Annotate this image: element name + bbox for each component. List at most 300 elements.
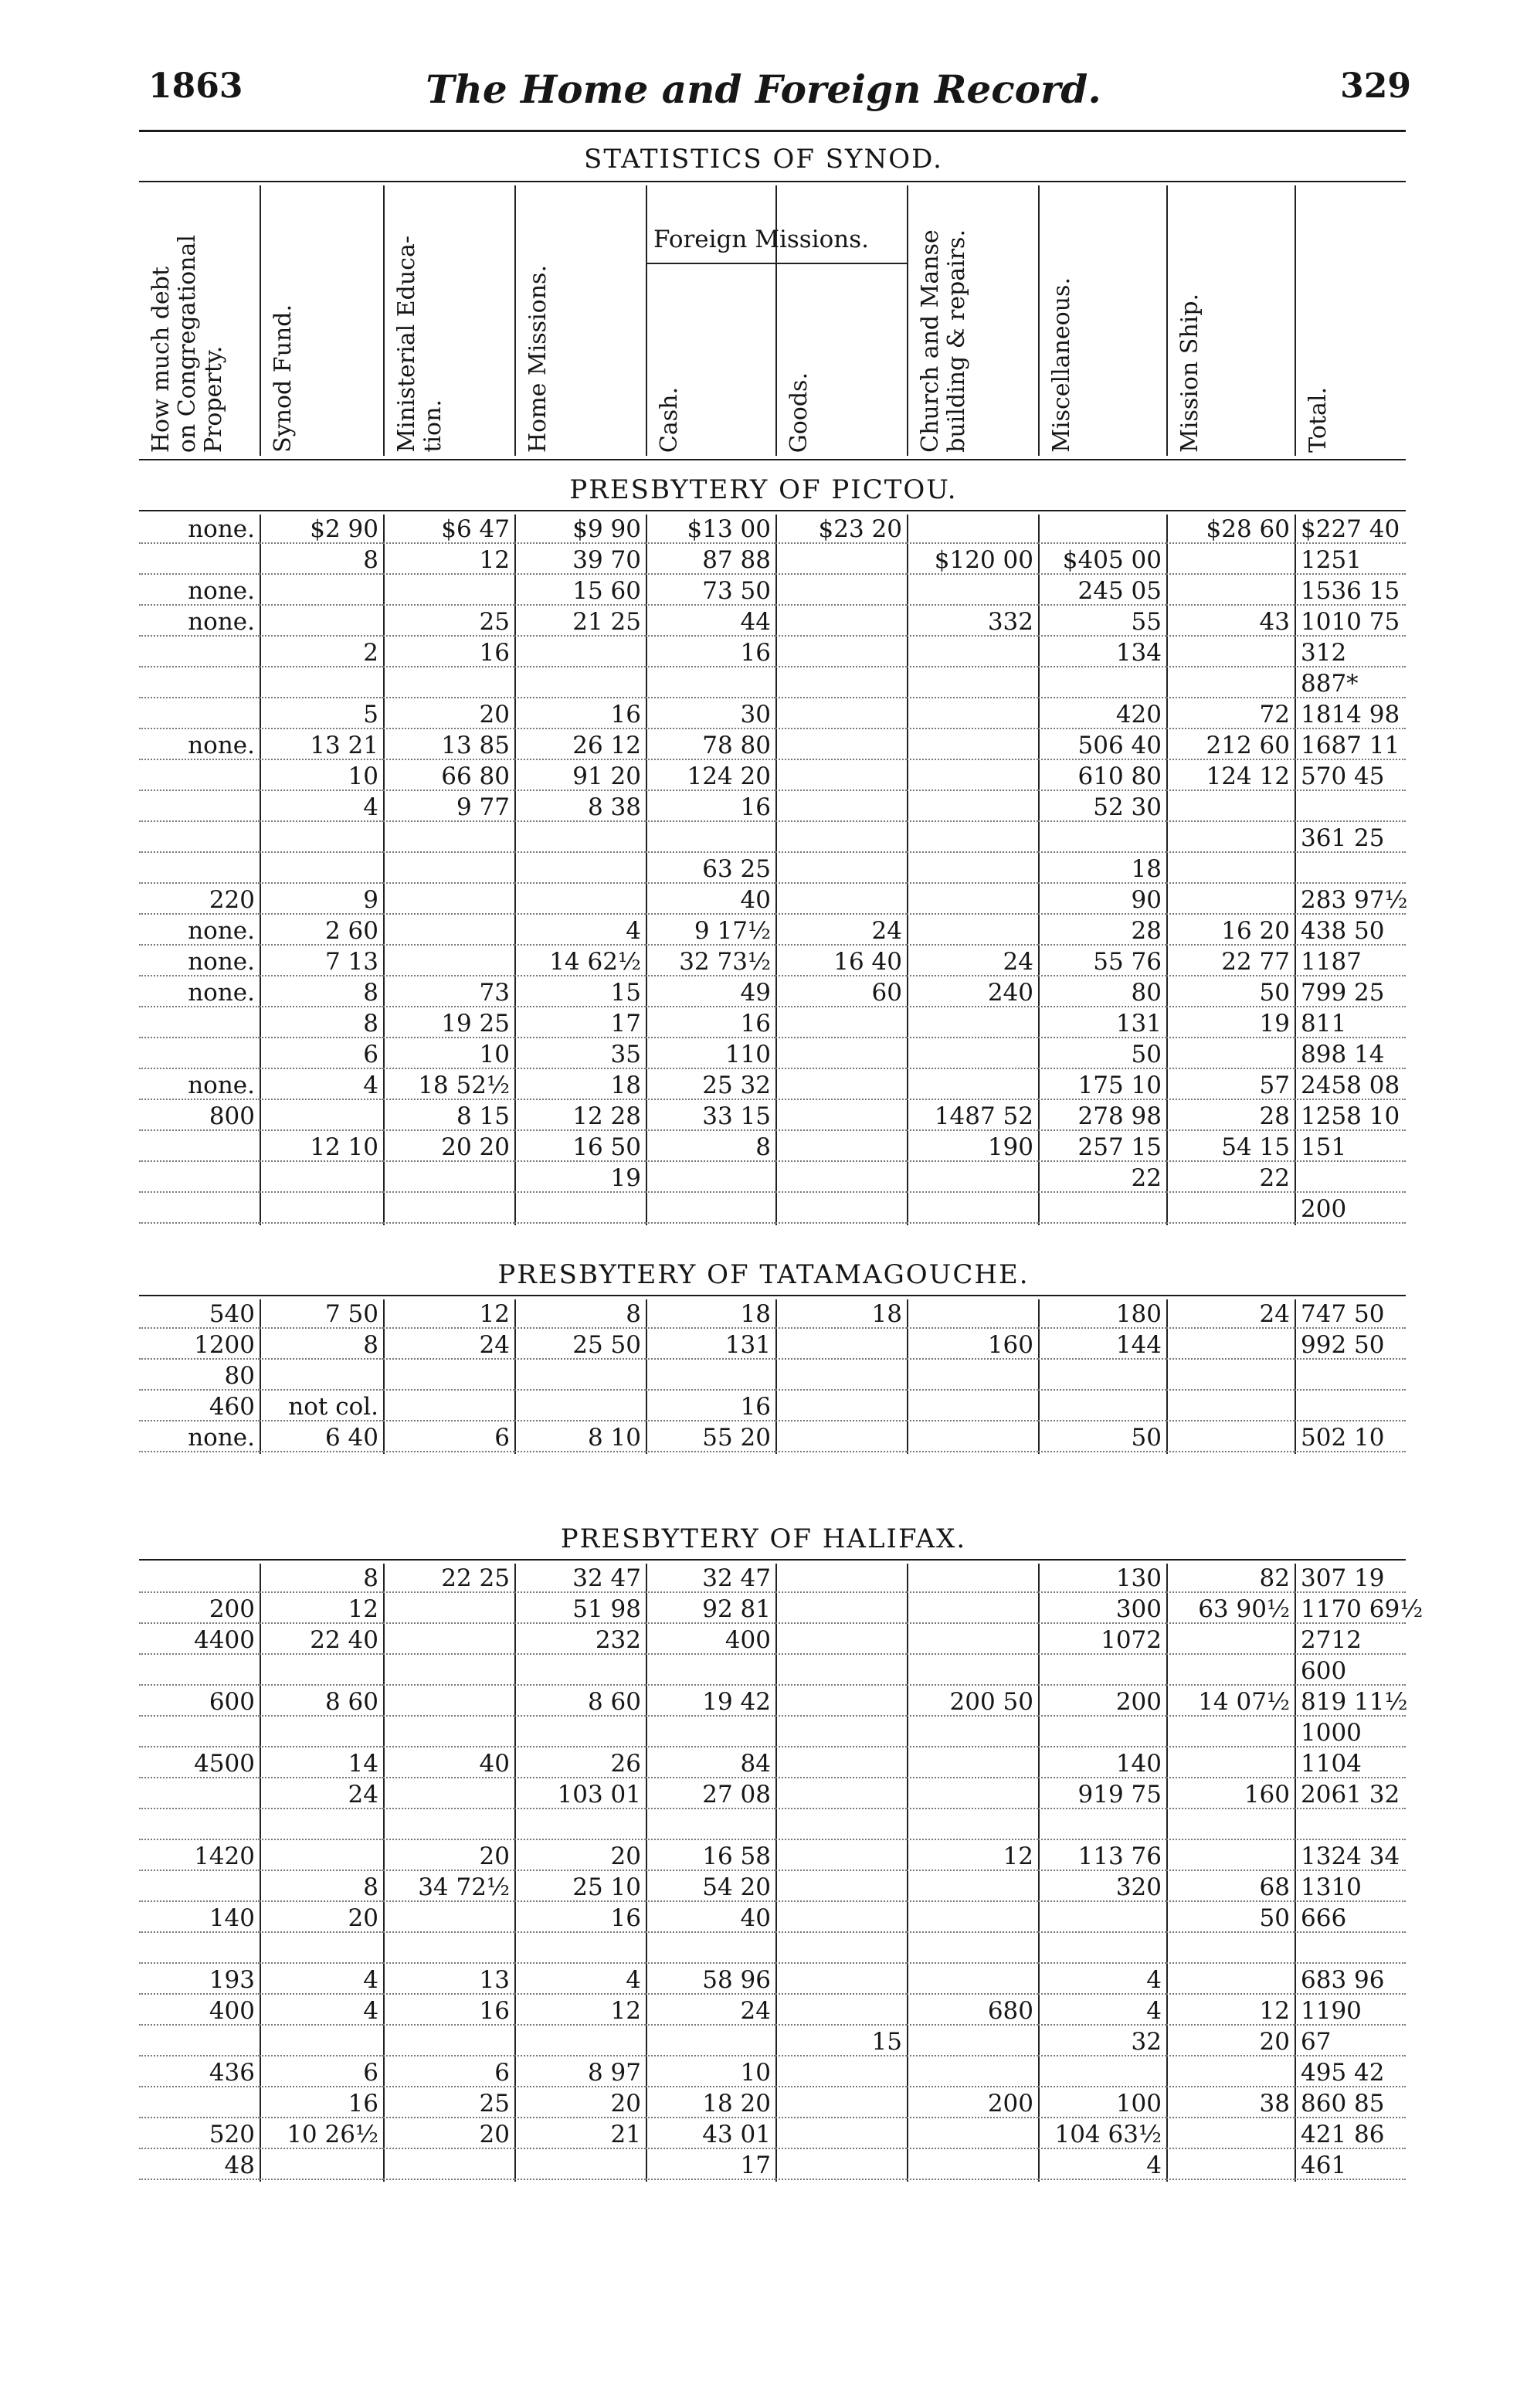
cell-debt: 436 bbox=[139, 2058, 260, 2087]
cell-synod-fund: 8 60 bbox=[260, 1687, 383, 1717]
cell-foreign-goods bbox=[775, 1934, 907, 1964]
presbytery-table bbox=[139, 515, 1406, 1231]
cell-miscellaneous: 506 40 bbox=[1038, 731, 1166, 760]
cell-ministerial-education bbox=[383, 824, 514, 853]
cell-miscellaneous: 22 bbox=[1038, 1163, 1166, 1193]
cell-church-manse bbox=[907, 885, 1038, 915]
cell-miscellaneous: 55 76 bbox=[1038, 947, 1166, 976]
cell-foreign-cash: 10 bbox=[646, 2058, 775, 2087]
cell-miscellaneous bbox=[1038, 515, 1166, 544]
cell-foreign-cash: 33 15 bbox=[646, 1102, 775, 1131]
cell-mission-ship: 22 77 bbox=[1166, 947, 1295, 976]
cell-foreign-cash bbox=[646, 2027, 775, 2056]
table-row bbox=[139, 1009, 1406, 1040]
cell-debt: 4500 bbox=[139, 1749, 260, 1778]
cell-total: 2061 32 bbox=[1295, 1780, 1406, 1809]
cell-home-missions: 32 47 bbox=[514, 1564, 646, 1593]
presbytery-title: PRESBYTERY OF TATAMAGOUCHE. bbox=[497, 1259, 1030, 1290]
cell-mission-ship: 124 12 bbox=[1166, 762, 1295, 791]
cell-home-missions: 25 10 bbox=[514, 1873, 646, 1902]
cell-foreign-cash: 87 88 bbox=[646, 545, 775, 575]
cell-total: 2458 08 bbox=[1295, 1071, 1406, 1100]
column-header-label: Miscellaneous. bbox=[1048, 277, 1075, 453]
cell-home-missions: 26 bbox=[514, 1749, 646, 1778]
cell-ministerial-education bbox=[383, 1361, 514, 1391]
cell-foreign-cash bbox=[646, 1811, 775, 1840]
cell-mission-ship: $28 60 bbox=[1166, 515, 1295, 544]
cell-foreign-cash: 16 bbox=[646, 1392, 775, 1421]
cell-mission-ship: 38 bbox=[1166, 2089, 1295, 2118]
cell-church-manse: 190 bbox=[907, 1133, 1038, 1162]
cell-total: 307 19 bbox=[1295, 1564, 1406, 1593]
foreign-missions-rule bbox=[646, 263, 907, 264]
cell-miscellaneous bbox=[1038, 1934, 1166, 1964]
table-row bbox=[139, 762, 1406, 793]
cell-foreign-cash bbox=[646, 1163, 775, 1193]
cell-miscellaneous: 18 bbox=[1038, 854, 1166, 884]
cell-synod-fund: 6 bbox=[260, 1040, 383, 1069]
cell-total: 1187 bbox=[1295, 947, 1406, 976]
cell-synod-fund bbox=[260, 854, 383, 884]
table-row bbox=[139, 638, 1406, 669]
table-row bbox=[139, 1625, 1406, 1656]
table-row bbox=[139, 1780, 1406, 1811]
table-row bbox=[139, 1392, 1406, 1423]
table-row bbox=[139, 1194, 1406, 1225]
cell-synod-fund: 8 bbox=[260, 1009, 383, 1038]
cell-debt: none. bbox=[139, 916, 260, 946]
cell-foreign-goods bbox=[775, 1749, 907, 1778]
column-header-label: Synod Fund. bbox=[270, 304, 297, 453]
section-rule bbox=[139, 510, 1406, 511]
cell-ministerial-education bbox=[383, 1163, 514, 1193]
cell-miscellaneous: 320 bbox=[1038, 1873, 1166, 1902]
cell-miscellaneous: 90 bbox=[1038, 885, 1166, 915]
cell-total: 1000 bbox=[1295, 1718, 1406, 1747]
cell-total: 1010 75 bbox=[1295, 607, 1406, 637]
cell-debt bbox=[139, 1564, 260, 1593]
header-rule bbox=[139, 130, 1406, 132]
cell-ministerial-education: 12 bbox=[383, 545, 514, 575]
cell-foreign-cash: 92 81 bbox=[646, 1595, 775, 1624]
statistics-caption: STATISTICS OF SYNOD. bbox=[584, 144, 943, 175]
foreign-missions-label: Foreign Missions. bbox=[653, 226, 869, 253]
table-row bbox=[139, 1133, 1406, 1163]
cell-debt: none. bbox=[139, 1423, 260, 1452]
cell-foreign-goods bbox=[775, 854, 907, 884]
table-row bbox=[139, 1423, 1406, 1454]
table-row bbox=[139, 1163, 1406, 1194]
cell-mission-ship bbox=[1166, 1749, 1295, 1778]
cell-total: 1104 bbox=[1295, 1749, 1406, 1778]
column-header-label: How much debt on Congregational Property. bbox=[148, 234, 227, 453]
cell-home-missions: 91 20 bbox=[514, 762, 646, 791]
table-row bbox=[139, 2027, 1406, 2058]
cell-synod-fund bbox=[260, 1811, 383, 1840]
cell-foreign-cash bbox=[646, 1718, 775, 1747]
cell-miscellaneous: 131 bbox=[1038, 1009, 1166, 1038]
cell-church-manse bbox=[907, 1392, 1038, 1421]
cell-debt bbox=[139, 2089, 260, 2118]
table-row bbox=[139, 1873, 1406, 1904]
cell-foreign-goods bbox=[775, 1423, 907, 1452]
cell-foreign-cash: 19 42 bbox=[646, 1687, 775, 1717]
cell-total bbox=[1295, 1361, 1406, 1391]
cell-church-manse bbox=[907, 1934, 1038, 1964]
cell-home-missions bbox=[514, 1194, 646, 1224]
cell-synod-fund bbox=[260, 1361, 383, 1391]
cell-home-missions: 20 bbox=[514, 1842, 646, 1871]
cell-mission-ship: 19 bbox=[1166, 1009, 1295, 1038]
cell-total: 1536 15 bbox=[1295, 576, 1406, 606]
column-header-ministerial-education bbox=[383, 185, 516, 456]
cell-total: 361 25 bbox=[1295, 824, 1406, 853]
column-header-label: Cash. bbox=[656, 386, 683, 453]
cell-ministerial-education bbox=[383, 947, 514, 976]
cell-foreign-goods bbox=[775, 1904, 907, 1933]
cell-church-manse bbox=[907, 2120, 1038, 2149]
cell-mission-ship: 22 bbox=[1166, 1163, 1295, 1193]
cell-miscellaneous: 50 bbox=[1038, 1040, 1166, 1069]
cell-total: 811 bbox=[1295, 1009, 1406, 1038]
cell-miscellaneous: 28 bbox=[1038, 916, 1166, 946]
caption-rule bbox=[139, 181, 1406, 182]
cell-home-missions bbox=[514, 1361, 646, 1391]
cell-foreign-goods bbox=[775, 1133, 907, 1162]
column-header-label: Church and Manse building & repairs. bbox=[917, 229, 970, 453]
cell-mission-ship: 43 bbox=[1166, 607, 1295, 637]
cell-home-missions: 12 28 bbox=[514, 1102, 646, 1131]
table-row bbox=[139, 916, 1406, 947]
cell-church-manse: 12 bbox=[907, 1842, 1038, 1871]
cell-mission-ship bbox=[1166, 1625, 1295, 1655]
cell-mission-ship bbox=[1166, 1423, 1295, 1452]
cell-home-missions bbox=[514, 1934, 646, 1964]
cell-total: 600 bbox=[1295, 1656, 1406, 1686]
table-row bbox=[139, 1996, 1406, 2027]
table-row bbox=[139, 824, 1406, 854]
cell-synod-fund bbox=[260, 2151, 383, 2180]
cell-foreign-goods bbox=[775, 1194, 907, 1224]
cell-ministerial-education bbox=[383, 1392, 514, 1421]
cell-total: 1310 bbox=[1295, 1873, 1406, 1902]
cell-foreign-goods bbox=[775, 793, 907, 822]
cell-ministerial-education: 6 bbox=[383, 2058, 514, 2087]
column-header-label: Ministerial Educa- tion. bbox=[393, 236, 446, 453]
cell-synod-fund: 12 bbox=[260, 1595, 383, 1624]
cell-mission-ship bbox=[1166, 1934, 1295, 1964]
column-header-label: Total. bbox=[1305, 387, 1332, 453]
cell-home-missions bbox=[514, 2151, 646, 2180]
cell-total: 200 bbox=[1295, 1194, 1406, 1224]
cell-miscellaneous: 144 bbox=[1038, 1330, 1166, 1360]
cell-home-missions: 103 01 bbox=[514, 1780, 646, 1809]
cell-debt bbox=[139, 545, 260, 575]
cell-foreign-goods bbox=[775, 1361, 907, 1391]
cell-miscellaneous bbox=[1038, 1718, 1166, 1747]
cell-ministerial-education bbox=[383, 1811, 514, 1840]
cell-synod-fund bbox=[260, 1163, 383, 1193]
cell-foreign-cash: 18 bbox=[646, 1299, 775, 1329]
cell-foreign-cash: 40 bbox=[646, 885, 775, 915]
table-row bbox=[139, 2089, 1406, 2120]
cell-home-missions bbox=[514, 1718, 646, 1747]
cell-home-missions: 14 62½ bbox=[514, 947, 646, 976]
table-row bbox=[139, 1361, 1406, 1392]
cell-miscellaneous: 1072 bbox=[1038, 1625, 1166, 1655]
cell-ministerial-education: 66 80 bbox=[383, 762, 514, 791]
cell-miscellaneous bbox=[1038, 1392, 1166, 1421]
cell-mission-ship: 72 bbox=[1166, 700, 1295, 729]
cell-mission-ship: 24 bbox=[1166, 1299, 1295, 1329]
cell-church-manse bbox=[907, 1811, 1038, 1840]
cell-miscellaneous: 245 05 bbox=[1038, 576, 1166, 606]
cell-synod-fund: 4 bbox=[260, 1965, 383, 1995]
cell-church-manse bbox=[907, 916, 1038, 946]
cell-synod-fund: 2 bbox=[260, 638, 383, 667]
cell-miscellaneous: 4 bbox=[1038, 2151, 1166, 2180]
cell-church-manse: 1487 52 bbox=[907, 1102, 1038, 1131]
cell-mission-ship bbox=[1166, 1194, 1295, 1224]
cell-ministerial-education bbox=[383, 1625, 514, 1655]
cell-total: 570 45 bbox=[1295, 762, 1406, 791]
cell-ministerial-education: 18 52½ bbox=[383, 1071, 514, 1100]
cell-mission-ship: 82 bbox=[1166, 1564, 1295, 1593]
cell-total: 438 50 bbox=[1295, 916, 1406, 946]
cell-home-missions bbox=[514, 638, 646, 667]
cell-foreign-cash bbox=[646, 669, 775, 698]
cell-synod-fund: 8 bbox=[260, 978, 383, 1007]
cell-debt bbox=[139, 1718, 260, 1747]
cell-mission-ship bbox=[1166, 545, 1295, 575]
cell-foreign-cash: 110 bbox=[646, 1040, 775, 1069]
cell-miscellaneous: 420 bbox=[1038, 700, 1166, 729]
column-header-label: Mission Ship. bbox=[1176, 294, 1203, 453]
cell-mission-ship bbox=[1166, 1842, 1295, 1871]
cell-total: 283 97½ bbox=[1295, 885, 1406, 915]
table-row bbox=[139, 545, 1406, 576]
cell-home-missions: 26 12 bbox=[514, 731, 646, 760]
cell-mission-ship bbox=[1166, 1392, 1295, 1421]
cell-ministerial-education: 24 bbox=[383, 1330, 514, 1360]
cell-ministerial-education: 16 bbox=[383, 638, 514, 667]
cell-church-manse bbox=[907, 515, 1038, 544]
cell-home-missions bbox=[514, 824, 646, 853]
cell-synod-fund bbox=[260, 1656, 383, 1686]
cell-ministerial-education: 10 bbox=[383, 1040, 514, 1069]
cell-church-manse bbox=[907, 854, 1038, 884]
cell-mission-ship bbox=[1166, 2120, 1295, 2149]
cell-debt: 48 bbox=[139, 2151, 260, 2180]
cell-church-manse bbox=[907, 824, 1038, 853]
cell-debt: none. bbox=[139, 1071, 260, 1100]
journal-title: The Home and Foreign Record. bbox=[426, 66, 1101, 112]
cell-home-missions bbox=[514, 1656, 646, 1686]
cell-foreign-goods bbox=[775, 885, 907, 915]
cell-mission-ship: 20 bbox=[1166, 2027, 1295, 2056]
cell-debt: 520 bbox=[139, 2120, 260, 2149]
cell-home-missions: $9 90 bbox=[514, 515, 646, 544]
cell-total bbox=[1295, 1811, 1406, 1840]
cell-foreign-cash bbox=[646, 1194, 775, 1224]
cell-debt bbox=[139, 1811, 260, 1840]
cell-synod-fund: 10 26½ bbox=[260, 2120, 383, 2149]
cell-synod-fund: 6 40 bbox=[260, 1423, 383, 1452]
cell-synod-fund: 14 bbox=[260, 1749, 383, 1778]
cell-church-manse bbox=[907, 1071, 1038, 1100]
cell-total: 799 25 bbox=[1295, 978, 1406, 1007]
cell-debt bbox=[139, 700, 260, 729]
cell-church-manse: 160 bbox=[907, 1330, 1038, 1360]
cell-miscellaneous: 80 bbox=[1038, 978, 1166, 1007]
cell-foreign-cash: 40 bbox=[646, 1904, 775, 1933]
cell-foreign-goods bbox=[775, 1718, 907, 1747]
cell-home-missions: 8 10 bbox=[514, 1423, 646, 1452]
cell-synod-fund bbox=[260, 1194, 383, 1224]
column-header-debt bbox=[139, 185, 260, 456]
cell-mission-ship bbox=[1166, 2151, 1295, 2180]
cell-ministerial-education: 12 bbox=[383, 1299, 514, 1329]
cell-total: 683 96 bbox=[1295, 1965, 1406, 1995]
cell-ministerial-education bbox=[383, 2151, 514, 2180]
cell-foreign-cash: 16 58 bbox=[646, 1842, 775, 1871]
cell-home-missions: 21 bbox=[514, 2120, 646, 2149]
cell-miscellaneous: 100 bbox=[1038, 2089, 1166, 2118]
cell-home-missions: 20 bbox=[514, 2089, 646, 2118]
cell-total: 747 50 bbox=[1295, 1299, 1406, 1329]
cell-mission-ship bbox=[1166, 1965, 1295, 1995]
cell-ministerial-education bbox=[383, 1194, 514, 1224]
cell-synod-fund bbox=[260, 607, 383, 637]
cell-church-manse bbox=[907, 1194, 1038, 1224]
cell-foreign-goods bbox=[775, 700, 907, 729]
cell-miscellaneous: 50 bbox=[1038, 1423, 1166, 1452]
cell-debt bbox=[139, 762, 260, 791]
column-header-church-manse bbox=[907, 185, 1040, 456]
cell-foreign-cash: 63 25 bbox=[646, 854, 775, 884]
cell-total: 1324 34 bbox=[1295, 1842, 1406, 1871]
cell-miscellaneous bbox=[1038, 1656, 1166, 1686]
cell-total: 898 14 bbox=[1295, 1040, 1406, 1069]
cell-mission-ship bbox=[1166, 885, 1295, 915]
cell-mission-ship bbox=[1166, 793, 1295, 822]
cell-mission-ship bbox=[1166, 1811, 1295, 1840]
cell-foreign-cash: 27 08 bbox=[646, 1780, 775, 1809]
cell-debt bbox=[139, 1934, 260, 1964]
cell-foreign-goods bbox=[775, 824, 907, 853]
table-row bbox=[139, 1934, 1406, 1965]
cell-debt: 540 bbox=[139, 1299, 260, 1329]
cell-foreign-goods bbox=[775, 2058, 907, 2087]
cell-debt: 4400 bbox=[139, 1625, 260, 1655]
cell-foreign-goods: 60 bbox=[775, 978, 907, 1007]
cell-debt bbox=[139, 1163, 260, 1193]
cell-debt: none. bbox=[139, 515, 260, 544]
cell-total: 819 11½ bbox=[1295, 1687, 1406, 1717]
cell-ministerial-education: 20 bbox=[383, 700, 514, 729]
cell-home-missions: 17 bbox=[514, 1009, 646, 1038]
cell-ministerial-education: 9 77 bbox=[383, 793, 514, 822]
cell-foreign-goods bbox=[775, 1163, 907, 1193]
table-row bbox=[139, 1102, 1406, 1133]
cell-foreign-cash: 131 bbox=[646, 1330, 775, 1360]
cell-foreign-goods: 18 bbox=[775, 1299, 907, 1329]
page-number: 329 bbox=[1340, 66, 1411, 106]
table-row bbox=[139, 1965, 1406, 1996]
cell-home-missions: 232 bbox=[514, 1625, 646, 1655]
cell-foreign-goods bbox=[775, 1780, 907, 1809]
cell-mission-ship bbox=[1166, 576, 1295, 606]
cell-total: 1190 bbox=[1295, 1996, 1406, 2026]
cell-synod-fund: 22 40 bbox=[260, 1625, 383, 1655]
table-row bbox=[139, 1040, 1406, 1071]
cell-synod-fund: 8 bbox=[260, 1873, 383, 1902]
cell-total: 1814 98 bbox=[1295, 700, 1406, 729]
cell-synod-fund bbox=[260, 1102, 383, 1131]
cell-miscellaneous bbox=[1038, 2058, 1166, 2087]
cell-debt: 220 bbox=[139, 885, 260, 915]
cell-mission-ship bbox=[1166, 1330, 1295, 1360]
cell-church-manse bbox=[907, 1595, 1038, 1624]
cell-foreign-goods bbox=[775, 1965, 907, 1995]
cell-foreign-cash: 18 20 bbox=[646, 2089, 775, 2118]
cell-miscellaneous: 55 bbox=[1038, 607, 1166, 637]
table-row bbox=[139, 947, 1406, 978]
cell-home-missions bbox=[514, 1811, 646, 1840]
presbytery-table bbox=[139, 1299, 1406, 1460]
cell-total: 887* bbox=[1295, 669, 1406, 698]
cell-synod-fund bbox=[260, 824, 383, 853]
cell-mission-ship bbox=[1166, 2058, 1295, 2087]
cell-ministerial-education bbox=[383, 1904, 514, 1933]
cell-total: 312 bbox=[1295, 638, 1406, 667]
cell-synod-fund: 4 bbox=[260, 793, 383, 822]
cell-church-manse bbox=[907, 1965, 1038, 1995]
cell-foreign-goods bbox=[775, 1842, 907, 1871]
cell-synod-fund: 7 13 bbox=[260, 947, 383, 976]
cell-ministerial-education: $6 47 bbox=[383, 515, 514, 544]
cell-foreign-goods bbox=[775, 2120, 907, 2149]
cell-foreign-goods bbox=[775, 1040, 907, 1069]
cell-synod-fund bbox=[260, 1718, 383, 1747]
cell-church-manse bbox=[907, 731, 1038, 760]
cell-church-manse: 332 bbox=[907, 607, 1038, 637]
table-row bbox=[139, 731, 1406, 762]
cell-total: 860 85 bbox=[1295, 2089, 1406, 2118]
cell-miscellaneous: 300 bbox=[1038, 1595, 1166, 1624]
cell-mission-ship: 68 bbox=[1166, 1873, 1295, 1902]
cell-foreign-cash: 44 bbox=[646, 607, 775, 637]
cell-miscellaneous bbox=[1038, 1811, 1166, 1840]
table-row bbox=[139, 885, 1406, 916]
cell-church-manse: 24 bbox=[907, 947, 1038, 976]
cell-home-missions: 21 25 bbox=[514, 607, 646, 637]
cell-miscellaneous: $405 00 bbox=[1038, 545, 1166, 575]
cell-home-missions: 16 bbox=[514, 700, 646, 729]
cell-foreign-goods bbox=[775, 607, 907, 637]
cell-foreign-goods bbox=[775, 576, 907, 606]
cell-church-manse bbox=[907, 1625, 1038, 1655]
cell-ministerial-education: 40 bbox=[383, 1749, 514, 1778]
table-row bbox=[139, 700, 1406, 731]
cell-church-manse bbox=[907, 1718, 1038, 1747]
cell-church-manse bbox=[907, 1299, 1038, 1329]
cell-mission-ship: 12 bbox=[1166, 1996, 1295, 2026]
presbytery-title: PRESBYTERY OF HALIFAX. bbox=[560, 1523, 967, 1554]
cell-miscellaneous: 4 bbox=[1038, 1996, 1166, 2026]
cell-debt: 460 bbox=[139, 1392, 260, 1421]
cell-mission-ship bbox=[1166, 1361, 1295, 1391]
